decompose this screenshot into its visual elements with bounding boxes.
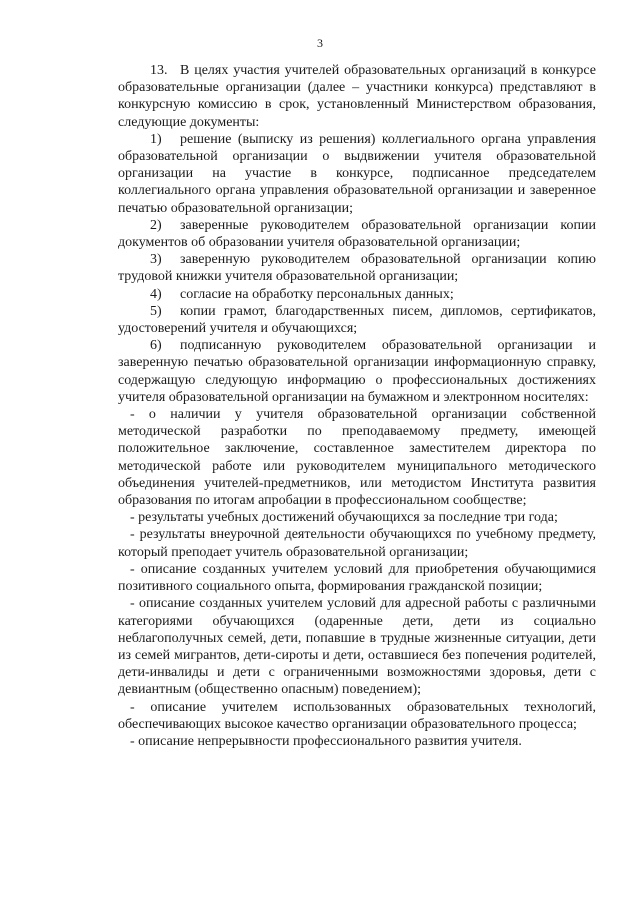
page-number: 3 [317, 36, 323, 50]
sub-list-item: - результаты внеурочной деятельности обучающихся по учебному предмету, который преподает учитель образовательной организации; [118, 527, 596, 560]
item-number: 2) [150, 217, 162, 233]
section-intro-text: В целях участия учителей образовательных организаций в конкурсе образовательные организации (далее – участники конкурса) представляют в конкурсную комиссию в срок, установленный Министерством образования, следующие документы: [118, 63, 596, 130]
sub-list-item: - описание созданных учителем условий для приобретения обучающимися позитивного социального опыта, формирования гражданской позиции; [118, 561, 596, 595]
sub-list-item: - описание созданных учителем условий для адресной работы с различными категориями обучающихся (одаренные дети, дети из социально неблагополучных семей, дети, попавшие в трудные жизненные ситуации, дети из семей мигрантов, дети-сироты и дети, оставшиеся без попечения родителей, дети-инвалиды и дети с ограниченными возможностями здоровья, дети с девиантным (общественно опасным) поведением); [118, 596, 596, 698]
item-text: согласие на обработку персональных данных; [180, 286, 454, 302]
section-13-intro [118, 62, 596, 131]
item-number: 3) [150, 252, 162, 268]
sub-list-item: - результаты учебных достижений обучающихся за последние три года; [130, 510, 558, 526]
item-text: копии грамот, благодарственных писем, дипломов, сертификатов, удостоверений учителя и обучающихся; [118, 303, 596, 337]
item-number: 6) [150, 338, 162, 354]
item-text: заверенные руководителем образовательной организации копии документов об образовании учителя образовательной организации; [118, 217, 596, 251]
section-number: 13. [150, 63, 168, 78]
list-item [118, 251, 596, 285]
item-number: 1) [150, 131, 162, 147]
list-item [118, 303, 596, 337]
list-item [118, 337, 596, 406]
item-number: 4) [150, 286, 162, 302]
list-item [118, 217, 596, 251]
sub-list-item: - описание учителем использованных образовательных технологий, обеспечивающих высокое качество организации образовательного процесса; [118, 699, 596, 732]
sub-list-item: - о наличии у учителя образовательной организации собственной методической разработки по преподаваемому предмету, имеющей положительное заключение, составленное заместителем директора по методической работе или руководителем муниципального методического объединения учителей-предметников, или методистом Института развития образования по итогам апробации в профессиональном сообществе; [118, 407, 596, 509]
item-text: решение (выписку из решения) коллегиального органа управления образовательной организации о выдвижении учителя образовательной организации на участие в конкурсе, подписанное председателем коллегиального органа управления образовательной организации и заверенное печатью образовательной организации; [118, 131, 596, 216]
item-number: 5) [150, 303, 162, 319]
document-body [118, 62, 596, 750]
item-text: подписанную руководителем образовательной организации и заверенную печатью образовательной организации информационную справку, содержащую следующую информацию о профессиональных достижениях учителя образовательной организации на бумажном и электронном носителях: [118, 338, 596, 405]
sub-list-item: - описание непрерывности профессионального развития учителя. [130, 733, 522, 749]
list-item [118, 286, 596, 303]
item-text: заверенную руководителем образовательной организации копию трудовой книжки учителя образовательной организации; [118, 252, 596, 285]
list-item [118, 131, 596, 217]
